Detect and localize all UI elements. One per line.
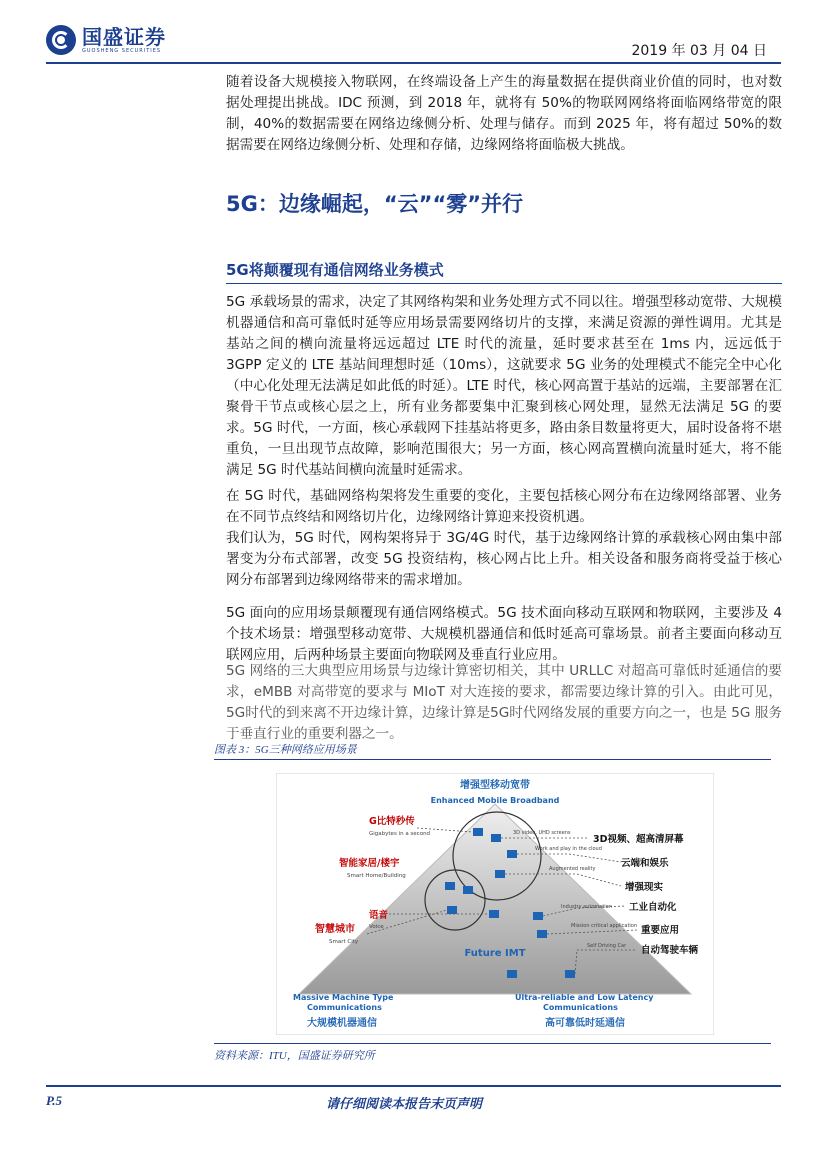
page-number: P.5	[46, 1093, 63, 1108]
footer-disclaimer: 请仔细阅读本报告末页声明	[326, 1096, 483, 1111]
industry-icon	[533, 912, 543, 920]
cloud-icon	[507, 850, 517, 858]
figure-top-rule	[214, 759, 771, 760]
embb-label-en: Enhanced Mobile Broadband	[430, 796, 560, 805]
city-label-cn: 智慧城市	[315, 924, 355, 935]
footer-divider	[46, 1085, 781, 1087]
subsection-title: 5G将颠覆现有通信网络业务模式	[226, 261, 444, 279]
figure-source: 资料来源：ITU，国盛证券研究所	[214, 1050, 375, 1062]
industry-label-en: Industry automation	[561, 904, 612, 910]
cloud-label-cn: 云端和娱乐	[621, 858, 669, 869]
mmtc-label-cn: 大规模机器通信	[307, 1018, 377, 1029]
report-date: 2019 年 03 月 04 日	[631, 43, 767, 59]
voice-icon	[489, 910, 499, 918]
voice-label-cn: 语音	[369, 910, 389, 921]
company-name-cn: 国盛证券	[82, 25, 166, 49]
car-icon	[565, 970, 575, 978]
cloud-label-en: Work and play in the cloud	[535, 846, 602, 852]
paragraph-intro: 随着设备大规模接入物联网，在终端设备上产生的海量数据在提供商业价值的同时，也对数据处理提出挑战。IDC 预测，到 2018 年，就将有 50%的物联网网络将面临网络带宽的限制，40%的数据需要在网络边缘侧分析、处理与储存。而到 2025 年，将有超过 50%的数据需要在网络边缘侧分析、处理和存储，边缘网络将面临极大挑战。	[226, 74, 782, 153]
figure-caption: 图表 3：5G三种网络应用场景	[214, 744, 357, 756]
uhd-label-en: 3D video, UHD screens	[513, 830, 571, 836]
mmtc-label-en-1: Massive Machine Type	[293, 993, 394, 1002]
urllc-label-cn: 高可靠低时延通信	[545, 1018, 625, 1029]
subsection-underline	[226, 283, 782, 284]
mission-label-en: Mission critical application	[571, 923, 638, 929]
header-divider	[46, 62, 781, 64]
industry-label-cn: 工业自动化	[629, 902, 677, 913]
mission-icon	[537, 930, 547, 938]
city-label-en: Smart City	[329, 939, 359, 945]
imt-triangle	[299, 804, 691, 994]
city-icon	[447, 906, 457, 914]
figure-5g-scenarios	[276, 773, 714, 1035]
building-icon	[463, 886, 473, 894]
ar-label-cn: 增强现实	[625, 882, 664, 893]
home-label-cn: 智能家居/楼宇	[339, 858, 400, 869]
sensor-icon	[507, 970, 517, 978]
embb-label-cn: 增强型移动宽带	[460, 780, 530, 791]
page-header	[0, 0, 827, 64]
voice-label-en: Voice	[369, 924, 384, 930]
home-icon	[445, 882, 455, 890]
uhd-label-cn: 3D视频、超高清屏幕	[593, 834, 684, 845]
paragraph-our-view: 我们认为，5G 时代，网构架将异于 3G/4G 时代，基于边缘网络计算的承载核心网由集中部署变为分布式部署，改变 5G 投资结构，核心网占比上升。相关设备和服务商将受益于核心网分布部署到边缘网络带来的需求增加。	[226, 530, 782, 588]
urllc-label-en-2: Communications	[543, 1003, 618, 1012]
gbit-label-cn: G比特秒传	[369, 816, 415, 827]
paragraph-scenarios: 5G 面向的应用场景颠覆现有通信网络模式。5G 技术面向移动互联网和物联网，主要涉及 4 个技术场景：增强型移动宽带、大规模机器通信和低时延高可靠场景。前者主要面向移动互联网应用，后两种场景主要面向物联网及垂直行业应用。	[226, 605, 782, 663]
gbit-label-en: Gigabytes in a second	[369, 831, 431, 837]
ar-label-en: Augmented reality	[549, 866, 596, 872]
paragraph-edge-computing: 5G 网络的三大典型应用场景与边缘计算密切相关，其中 URLLC 对超高可靠低时延通信的要求，eMBB 对高带宽的要求与 MIoT 对大连接的要求，都需要边缘计算的引入。由此可见，5G时代的到来离不开边缘计算，边缘计算是5G时代网络发展的重要方向之一，也是 5G 服务于垂直行业的重要利器之一。	[226, 663, 782, 742]
company-name-en: GUOSHENG SECURITIES	[82, 48, 162, 54]
section-title: 5G：边缘崛起，“云”“雾”并行	[226, 192, 524, 216]
figure-bottom-rule	[214, 1043, 771, 1044]
paragraph-network-change: 在 5G 时代，基础网络构架将发生重要的变化，主要包括核心网分布在边缘网络部署、业务在不同节点终结和网络切片化，边缘网络计算迎来投资机遇。	[226, 488, 782, 525]
mission-label-cn: 重要应用	[641, 925, 680, 936]
mmtc-label-en-2: Communications	[307, 1003, 382, 1012]
logo-mark-icon	[46, 25, 76, 55]
ar-icon	[495, 870, 505, 878]
car-label-cn: 自动驾驶车辆	[641, 945, 699, 956]
future-imt-label: Future IMT	[464, 948, 526, 959]
uhd-icon	[491, 834, 501, 842]
paragraph-5g-demand: 5G 承载场景的需求，决定了其网络构架和业务处理方式不同以往。增强型移动宽带、大规模机器通信和高可靠低时延等应用场景需要网络切片的支撑，来满足资源的弹性调用。尤其是基站之间的横向流量将远远超过 LTE 时代的流量，延时要求甚至在 1ms 内，远远低于 3GPP 定义的 LTE 基站间理想时延（10ms），这就要求 5G 业务的处理模式不能完全中心化（中心化处理无法满足如此低的时延）。LTE 时代，核心网高置于基站的远端，主要部署在汇聚骨干节点或核心层之上，所有业务都要集中汇聚到核心网处理，显然无法满足 5G 的要求。5G 时代，一方面，核心承载网下挂基站将更多，路由条目数量将更大，届时设备将不堪重负，一旦出现节点故障，影响范围很大；另一方面，核心网高置横向流量时延大，将不能满足 5G 时代基站间横向流量时延需求。	[226, 294, 782, 478]
gbit-icon	[473, 828, 483, 836]
urllc-label-en-1: Ultra-reliable and Low Latency	[515, 993, 654, 1002]
car-label-en: Self Driving Car	[587, 943, 627, 949]
home-label-en: Smart Home/Building	[347, 873, 406, 879]
company-logo	[46, 22, 166, 58]
